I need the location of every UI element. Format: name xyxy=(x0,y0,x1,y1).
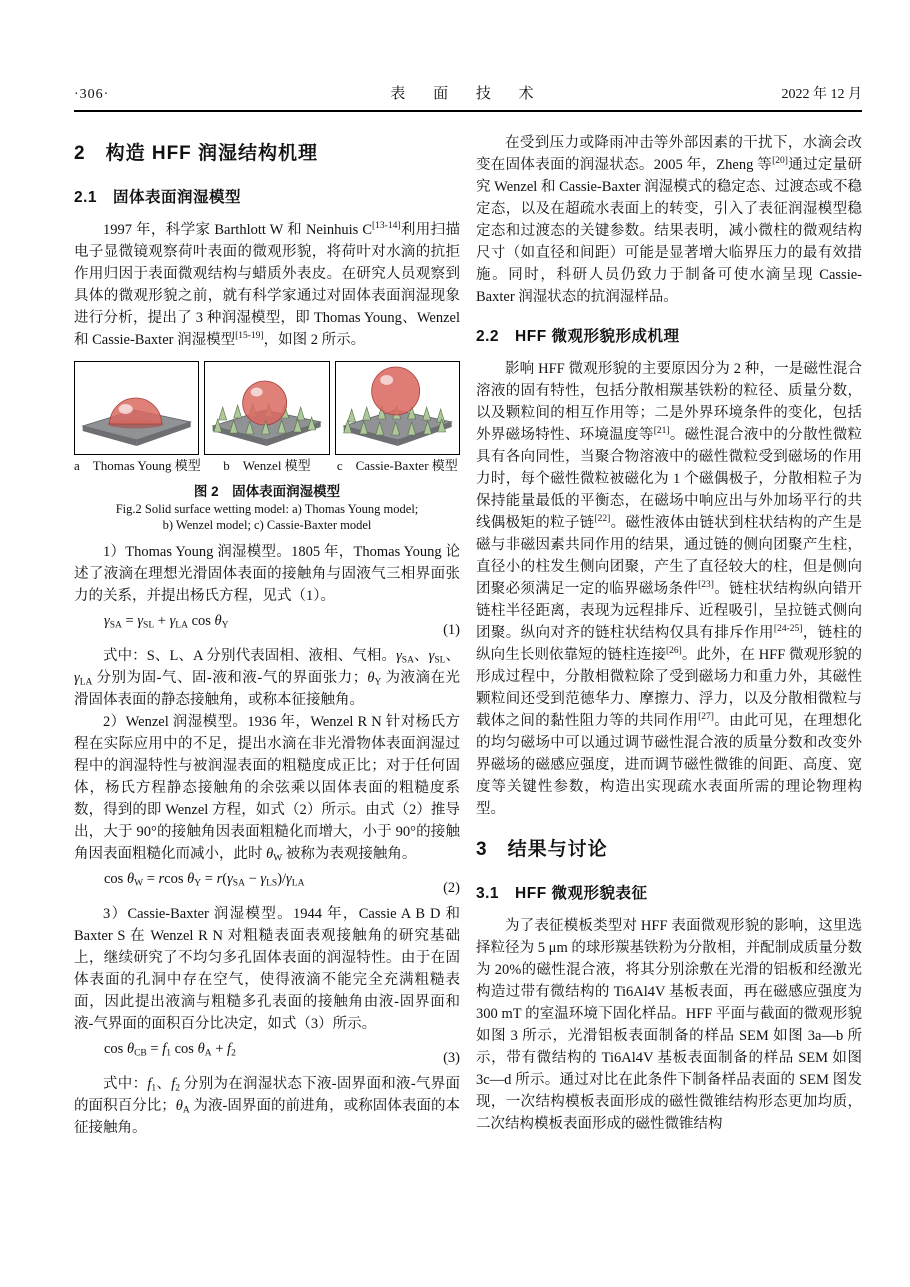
journal-title: 表 面 技 术 xyxy=(390,86,546,102)
page-header xyxy=(74,82,862,103)
droplet-highlight xyxy=(119,404,133,414)
figure-2-caption-en-line1: Fig.2 Solid surface wetting model: a) Thomas Young model; xyxy=(115,502,419,516)
equation-2-number: (2) xyxy=(443,880,460,896)
section-3-1-heading: 3.1 HFF 微观形貌表征 xyxy=(476,885,648,902)
figure-panel-b xyxy=(204,361,329,474)
cassie-baxter-illustration xyxy=(335,361,460,455)
equation-3-number: (3) xyxy=(443,1050,460,1066)
panel-a-label: a Thomas Young 模型 xyxy=(74,458,201,473)
two-column-body xyxy=(74,132,862,1139)
equation-1-number: (1) xyxy=(443,622,460,638)
equation-3-note: 式中：$f_1$、$f_2$ 分别为在润湿状态下液-固界面和液-气界面的面积百分比；$\theta_A$ 为液-固界面的前进角，或称固体表面的本征接触角。 xyxy=(74,1076,461,1136)
figure-2-caption-en-line2: b) Wenzel model; c) Cassie-Baxter model xyxy=(162,518,372,532)
pressure-paragraph: 在受到压力或降雨冲击等外部因素的干扰下，水滴会改变在固体表面的润湿状态。2005 年，Zheng 等[20]通过定量研究 Wenzel 和 Cassie-Baxter 润湿模式的稳定态、过渡态或不稳定态，以及在超疏水表面上的转变，引入了表征润湿模型稳定态和过渡态的关键参数。结果表明，减小微柱的微观结构尺寸（如直径和间距）可能是显著增大临界压力的最有效措施。同时，科研人员仍致力于制备可使水滴呈现 Cassie-Baxter 润湿状态的抗润湿样品。 xyxy=(476,135,862,305)
issue-date: 2022 年 12 月 xyxy=(781,87,862,102)
equation-3-body: $\cos \theta_{CB} = f_1$ $\cos \theta_A + f_2$ xyxy=(104,1041,236,1059)
section-2-2-heading: 2.2 HFF 微观形貌形成机理 xyxy=(476,328,680,345)
section-2-1-heading: 2.1 固体表面润湿模型 xyxy=(74,189,242,206)
water-droplet xyxy=(243,381,287,425)
thomas-young-paragraph: 1）Thomas Young 润湿模型。1805 年，Thomas Young 论述了液滴在理想光滑固体表面的接触角与固液气三相界面张力的关系，并提出杨氏方程，见式（1）。 xyxy=(74,544,460,604)
thomas-young-illustration xyxy=(74,361,199,455)
wenzel-paragraph: 2）Wenzel 润湿模型。1936 年，Wenzel R N 针对杨氏方程在实际应用中的不足，提出水滴在非光滑物体表面润湿过程中的润湿特性与被润湿表面的粗糙度成正比；对于任何固体，杨氏方程静态接触角的余弦乘以固体表面的粗糙度系数，得到的即 Wenzel 方程，如式（2）所示。由式（2）推导出，大于 90°的接触角因表面粗糙化而增大，小于 90°的接触角因表面粗糙化而减小，此时 $\theta_W$ 被称为表观接触角。 xyxy=(74,714,460,864)
figure-panel-c xyxy=(335,361,460,474)
equation-2 xyxy=(74,868,460,896)
figure-2-panels xyxy=(74,361,460,474)
water-droplet xyxy=(110,398,162,424)
equation-1-body: $\gamma_{SA} = \gamma_{SL} + \gamma_{LA}$ $\cos \theta_Y$ xyxy=(104,613,229,631)
characterization-paragraph: 为了表征模板类型对 HFF 表面微观形貌的影响，这里选择粒径为 5 μm 的球形羰基铁粉为分散相，并配制成质量分数为 20%的磁性混合液，将其分别涂敷在光滑的铝板和经激光构造过带有微结构的 Ti6Al4V 基板表面，再在磁感应强度为 300 mT 的室温环境下固化样品。HFF 平面与截面的微观形貌如图 3 所示，光滑铝板表面制备的样品 SEM 如图 3a—b 所示，带有微结构的 Ti6Al4V 基板表面制备的样品 SEM 如图 3c—d 所示。通过对比在此条件下制备样品表面的 SEM 图发现，一次结构模板表面形成的磁性微锥结构形态更加均质，二次结构模板表面形成的磁性微锥结构 xyxy=(476,918,862,1132)
cassie-baxter-paragraph: 3）Cassie-Baxter 润湿模型。1944 年，Cassie A B D 和 Baxter S 在 Wenzel R N 对粗糙表面表观接触角的研究基础上，继续研究了不均匀多孔固体表面的润湿特性。由于在固体表面的孔洞中存在空气，使得液滴不能完全充满粗糙表面，因此提出液滴与粗糙多孔表面的接触角由液-固界面和液-气界面的面积百分比决定，如式（3）所示。 xyxy=(74,906,460,1032)
water-droplet xyxy=(371,367,419,415)
wenzel-illustration xyxy=(204,361,329,455)
page-number: ·306· xyxy=(74,87,110,102)
equation-1-note: 式中：S、L、A 分别代表固相、液相、气相。$\gamma_{SA}$、$\gamma_{SL}$、$\gamma_{LA}$ 分别为固-气、固-液和液-气的界面张力；$\theta_Y$ 为液滴在光滑固体表面的静态接触角，或称本征接触角。 xyxy=(74,648,461,708)
equation-3 xyxy=(74,1038,460,1066)
panel-b-label: b Wenzel 模型 xyxy=(223,458,311,473)
section-2-heading: 2 构造 HFF 润湿结构机理 xyxy=(74,143,319,164)
figure-panel-a xyxy=(74,361,199,474)
right-column xyxy=(476,132,862,1139)
droplet-highlight xyxy=(380,375,393,385)
droplet-highlight xyxy=(251,388,263,397)
panel-c-label: c Cassie-Baxter 模型 xyxy=(336,458,458,473)
header-rule xyxy=(74,110,862,112)
left-column xyxy=(74,132,460,1139)
figure-2 xyxy=(74,361,460,533)
figure-2-caption-zh: 图 2 固体表面润湿模型 xyxy=(193,484,341,499)
section-3-heading: 3 结果与讨论 xyxy=(476,839,608,860)
equation-2-body: $\cos \theta_W = rcos$ $\theta_Y = r(\gamma_{SA} - \gamma_{LS})/\gamma_{LA}$ xyxy=(104,871,305,889)
intro-paragraph: 1997 年，科学家 Barthlott W 和 Neinhuis C[13-14]利用扫描电子显微镜观察荷叶表面的微观形貌，将荷叶对水滴的抗拒作用归因于表面微观结构与蜡质外表皮。在研究人员观察到具体的微观形貌之前，就有科学家通过对固体表面润湿现象进行分析，提出了 3 种润湿模型，即 Thomas Young、Wenzel 和 Cassie-Baxter 润湿模型[15-19]，如图 2 所示。 xyxy=(74,221,460,348)
equation-1 xyxy=(74,610,460,638)
mechanism-paragraph: 影响 HFF 微观形貌的主要原因分为 2 种，一是磁性混合溶液的固有特性，包括分散相羰基铁粉的粒径、质量分数，以及颗粒间的相互作用等；二是外界环境条件的变化，包括外界磁场特性、环境温度等[21]。磁性混合液中的分散性微粒具有各向同性，当聚合物溶液中的磁性微粒受到磁场的作用力时，每个磁性微粒被磁化为 1 个磁偶极子，分散相粒子为保持能量最低的平衡态，在磁场中响应出与外加场平行的共线偶极矩的粒子链[22]。磁性液体由链状到柱状结构的产生是磁与非磁因素共同作用的结果，通过链的侧向团聚产生柱，直径小的柱发生侧向团聚，产生了直径较大的柱，但是侧向团聚必须满足一定的临界磁场条件[23]。链柱状结构纵向错开链柱半径距离，表现为远程排斥、近程吸引，呈拉链式侧向团聚。纵向对齐的链柱状结构仅具有排斥作用[24-25]，链柱的纵向生长则依靠短的链柱连接[26]。此外，在 HFF 微观形貌的形成过程中，分散相微粒除了受到磁场力和重力外，其磁性颗粒间还受到范德华力、摩擦力、浮力，以及分散相微粒与载体之间的黏性阻力等的共同作用[27]。由此可见，在理想化的均匀磁场中可以通过调节磁性混合液的质量分数和改变外界磁场的磁感应强度，进而调节磁性微锥的间距、高度、宽度等关键性参数，构造出实现疏水表面所需的理论物理构型。 xyxy=(476,361,863,817)
